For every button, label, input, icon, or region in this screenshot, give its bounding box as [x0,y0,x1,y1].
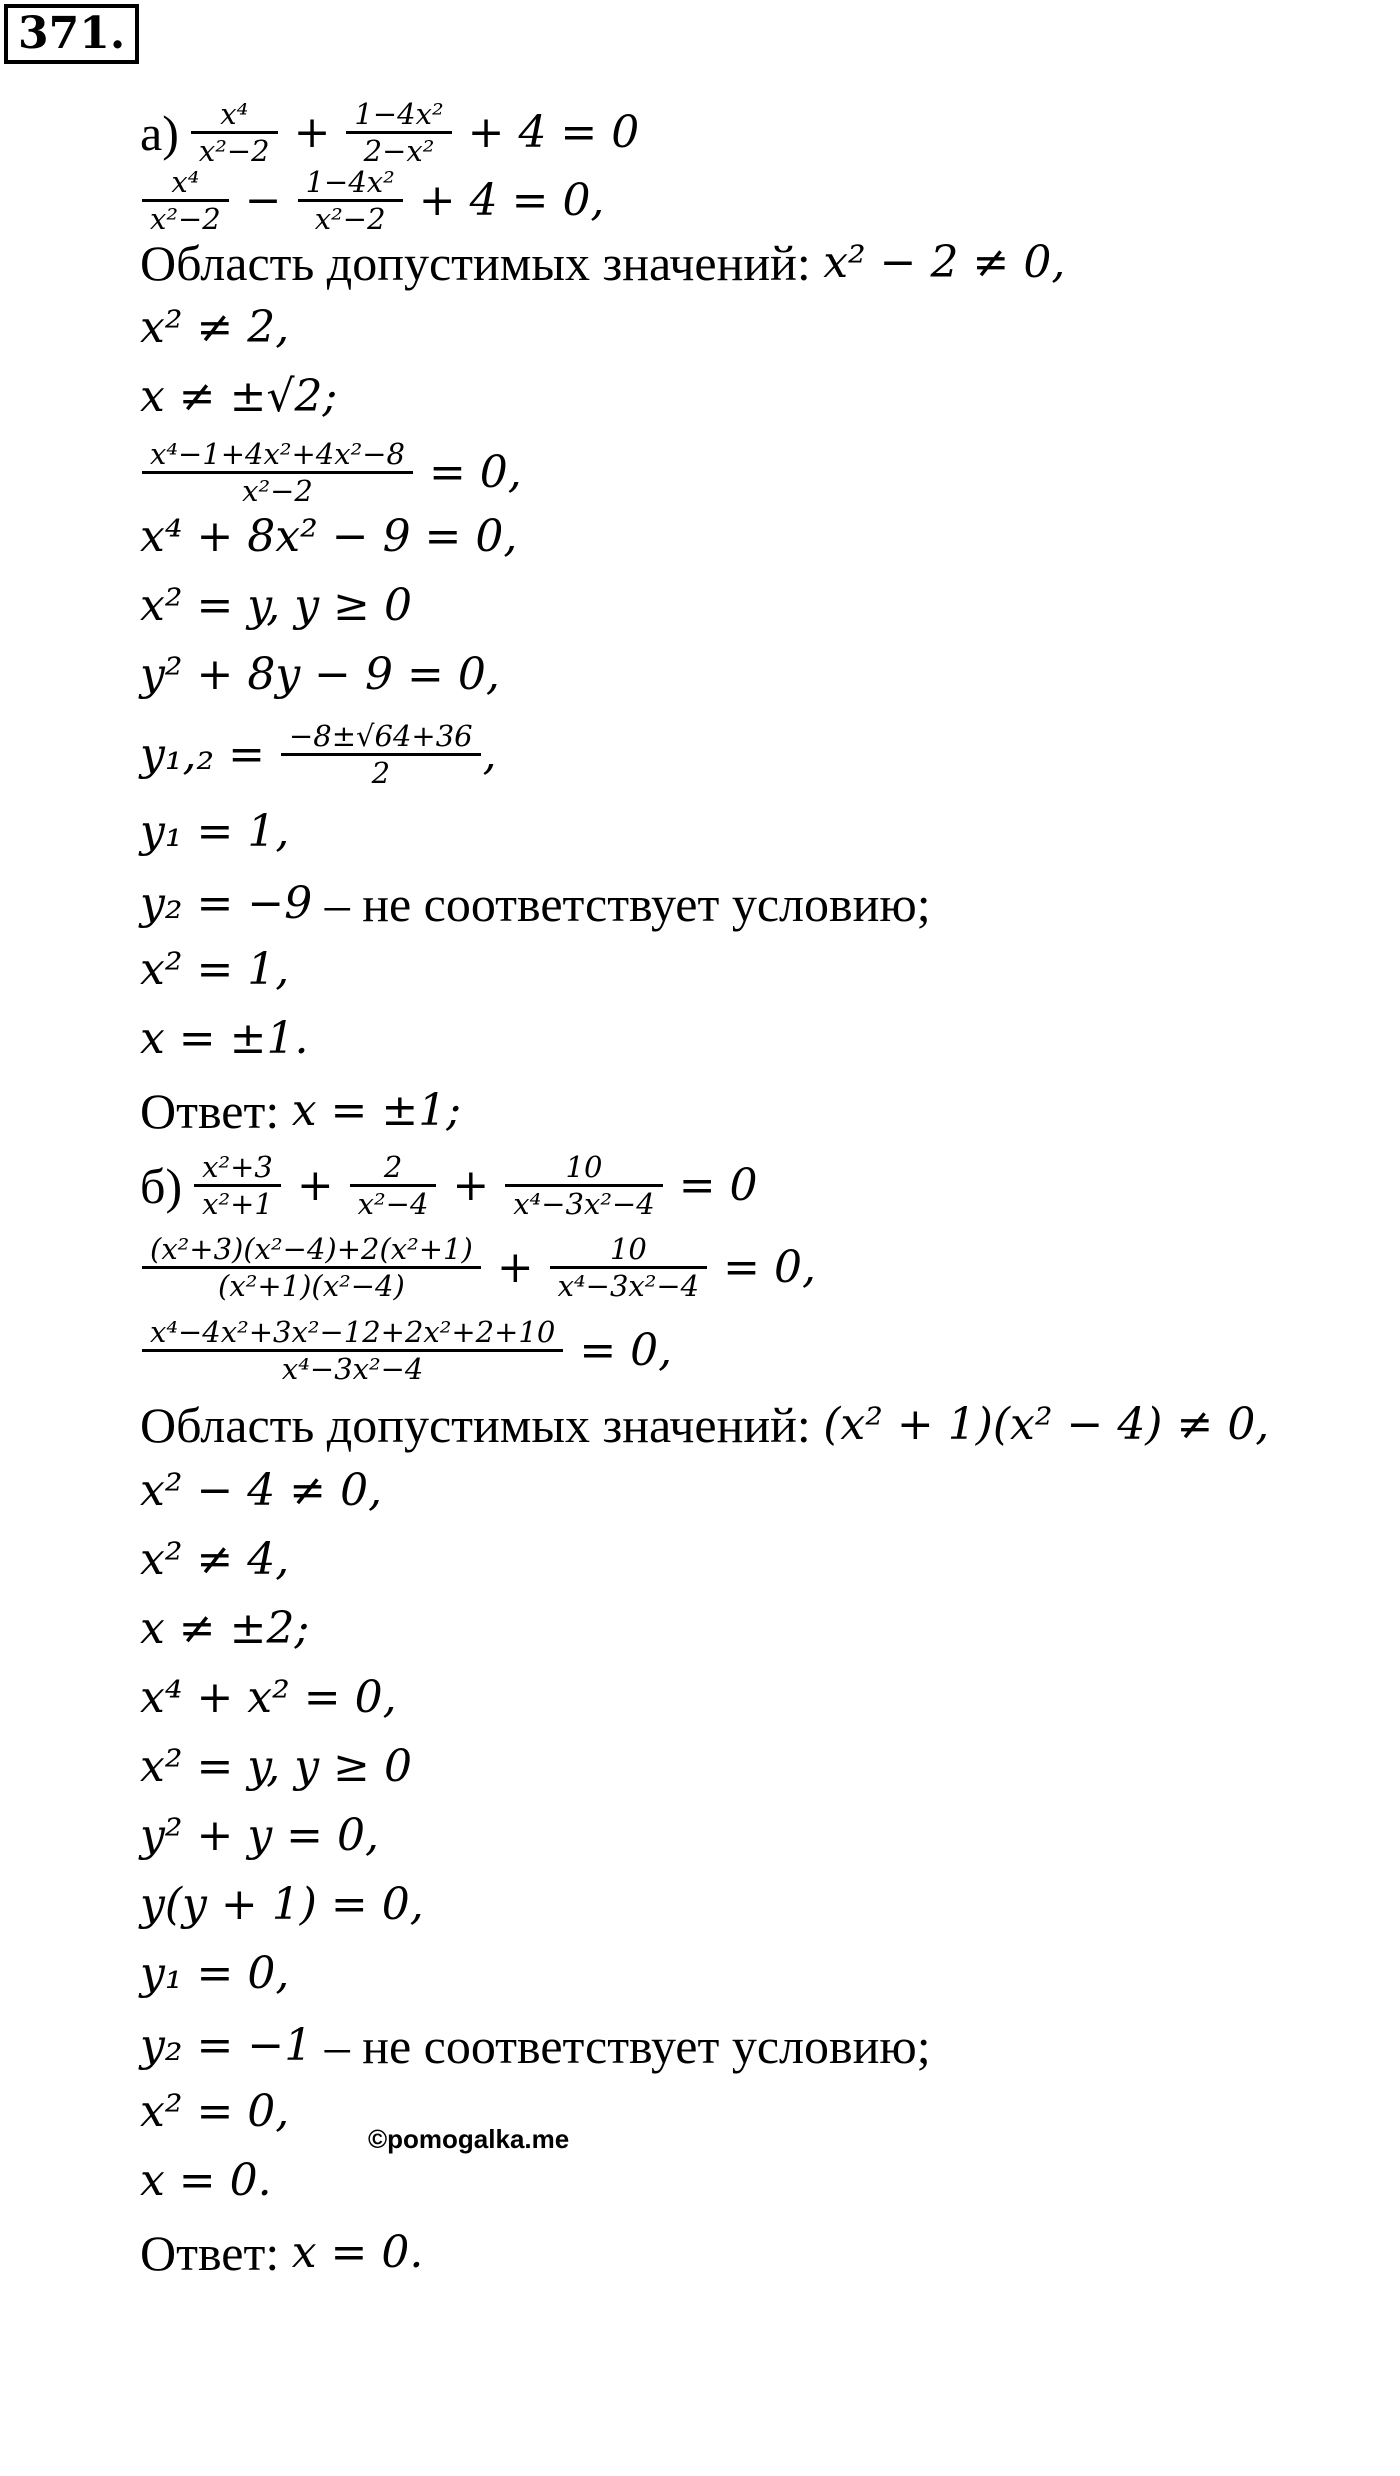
solution-line [140,1741,412,1792]
math-expression: y₁ = 0, [140,1948,290,1999]
math-expression: + [482,1242,548,1293]
fraction-numerator: 1−4x² [354,97,444,131]
math-expression: y₁,₂ = [140,729,279,780]
math-expression: = 0, [565,1325,673,1376]
solution-line [140,1879,424,1930]
fraction-numerator: 10 [609,1232,647,1266]
math-expression: x = 0. [140,2155,272,2206]
math-expression: x² − 2 ≠ 0, [823,237,1066,288]
math-expression: (x² + 1)(x² − 4) ≠ 0, [823,1399,1270,1450]
math-expression: x² = y, y ≥ 0 [140,580,412,631]
fraction-denominator: x⁴−3x²−4 [142,1349,563,1384]
solution-line [140,1150,758,1221]
solution-line [140,876,931,932]
text-segment: Ответ: [140,1083,292,1139]
math-expression: x = ±1. [140,1013,309,1064]
solution-line [140,302,290,353]
math-expression: − [230,175,296,226]
fraction-numerator: x⁴ [171,165,200,199]
solution-line [140,2018,931,2074]
solution-line [140,1465,383,1516]
math-expression: = 0, [709,1242,816,1293]
watermark: ©pomogalka.me [368,2124,570,2154]
math-expression: y(y + 1) = 0, [140,1879,424,1930]
math-expression: x² = y, y ≥ 0 [140,1741,412,1792]
fraction [554,1232,703,1303]
fraction [146,1232,477,1303]
fraction [509,1150,658,1221]
fraction [146,165,225,236]
text-segment: – не соответствует условию; [312,876,931,932]
fraction-numerator: 2 [383,1150,403,1184]
solution-line [140,511,518,562]
problem-number-badge: 371. [4,4,139,64]
fraction [285,719,477,790]
part-label: б) [140,1158,183,1214]
math-expression: = 0, [414,447,522,498]
math-expression: + 4 = 0, [404,175,605,226]
math-expression: x = ±1; [291,1085,462,1136]
math-expression: y² + y = 0, [140,1810,380,1861]
math-expression: y₁ = 1, [140,806,290,857]
fraction [195,97,274,168]
math-expression: x² = 0, [140,2086,290,2137]
math-expression: = 0 [664,1160,758,1211]
fraction-numerator: x²+3 [202,1150,273,1184]
solution-line [140,806,290,857]
fraction-numerator: x⁴−1+4x²+4x²−8 [150,437,405,471]
solution-line [140,649,500,700]
fraction [146,1315,559,1386]
fraction-denominator: (x²+1)(x²−4) [142,1266,481,1301]
solution-line [140,1083,462,1139]
math-expression: x⁴ + x² = 0, [140,1672,397,1723]
fraction-denominator: x²−2 [191,131,278,166]
fraction-denominator: x²−4 [350,1184,437,1219]
math-expression: + 4 = 0 [453,107,640,158]
solution-line [140,2155,272,2206]
fraction [350,97,447,168]
solution-line [140,97,640,168]
solution-line [140,1315,673,1386]
solution-line [140,235,1066,291]
solution-line [140,1810,380,1861]
solution-line [140,944,290,995]
math-expression: x ≠ ±2; [140,1603,310,1654]
math-expression: + [438,1160,504,1211]
math-expression: y₂ = −1 [140,2020,313,2071]
math-expression: x ≠ ±√2; [140,371,338,422]
solution-line [140,580,412,631]
solution-line [140,165,605,236]
solution-line [140,2225,424,2281]
math-expression: + [282,1160,348,1211]
solution-line [140,719,497,790]
fraction-numerator: x⁴−4x²+3x²−12+2x²+2+10 [150,1315,556,1349]
fraction-denominator: x²−2 [142,471,413,506]
math-expression: x² ≠ 4, [140,1534,290,1585]
fraction [354,1150,433,1221]
math-expression: , [482,729,497,780]
solution-line [140,1948,290,1999]
math-expression: x² = 1, [140,944,290,995]
math-expression: x² − 4 ≠ 0, [140,1465,383,1516]
solution-line [140,1397,1270,1453]
solution-line [140,1672,397,1723]
fraction-numerator: 1−4x² [305,165,395,199]
math-expression: + [279,107,345,158]
fraction-denominator: x²+1 [194,1184,281,1219]
solution-line [140,1232,816,1303]
fraction-denominator: x²−2 [298,199,403,234]
fraction-numerator: −8±√64+36 [288,719,473,753]
part-label: а) [140,105,179,161]
text-segment: Область допустимых значений: [140,235,824,291]
fraction-denominator: 2 [281,753,481,788]
math-expression: x = 0. [291,2227,424,2278]
fraction-numerator: x⁴ [220,97,249,131]
fraction-numerator: (x²+3)(x²−4)+2(x²+1) [150,1232,473,1266]
solution-line [140,2086,290,2137]
fraction-denominator: x⁴−3x²−4 [550,1266,707,1301]
text-segment: Ответ: [140,2225,292,2281]
solution-line [140,437,522,508]
solution-line [140,1603,310,1654]
fraction [302,165,399,236]
solution-line [140,1534,290,1585]
fraction [146,437,409,508]
math-expression: x⁴ + 8x² − 9 = 0, [140,511,518,562]
fraction [198,1150,277,1221]
solution-line [140,371,338,422]
fraction-denominator: x²−2 [142,199,229,234]
text-segment: – не соответствует условию; [312,2018,931,2074]
solution-line [140,1013,309,1064]
fraction-denominator: 2−x² [346,131,451,166]
text-segment: Область допустимых значений: [140,1397,824,1453]
math-expression: y² + 8y − 9 = 0, [140,649,500,700]
math-expression: y₂ = −9 [140,878,313,929]
fraction-numerator: 10 [565,1150,603,1184]
fraction-denominator: x⁴−3x²−4 [505,1184,662,1219]
math-expression: x² ≠ 2, [140,302,290,353]
